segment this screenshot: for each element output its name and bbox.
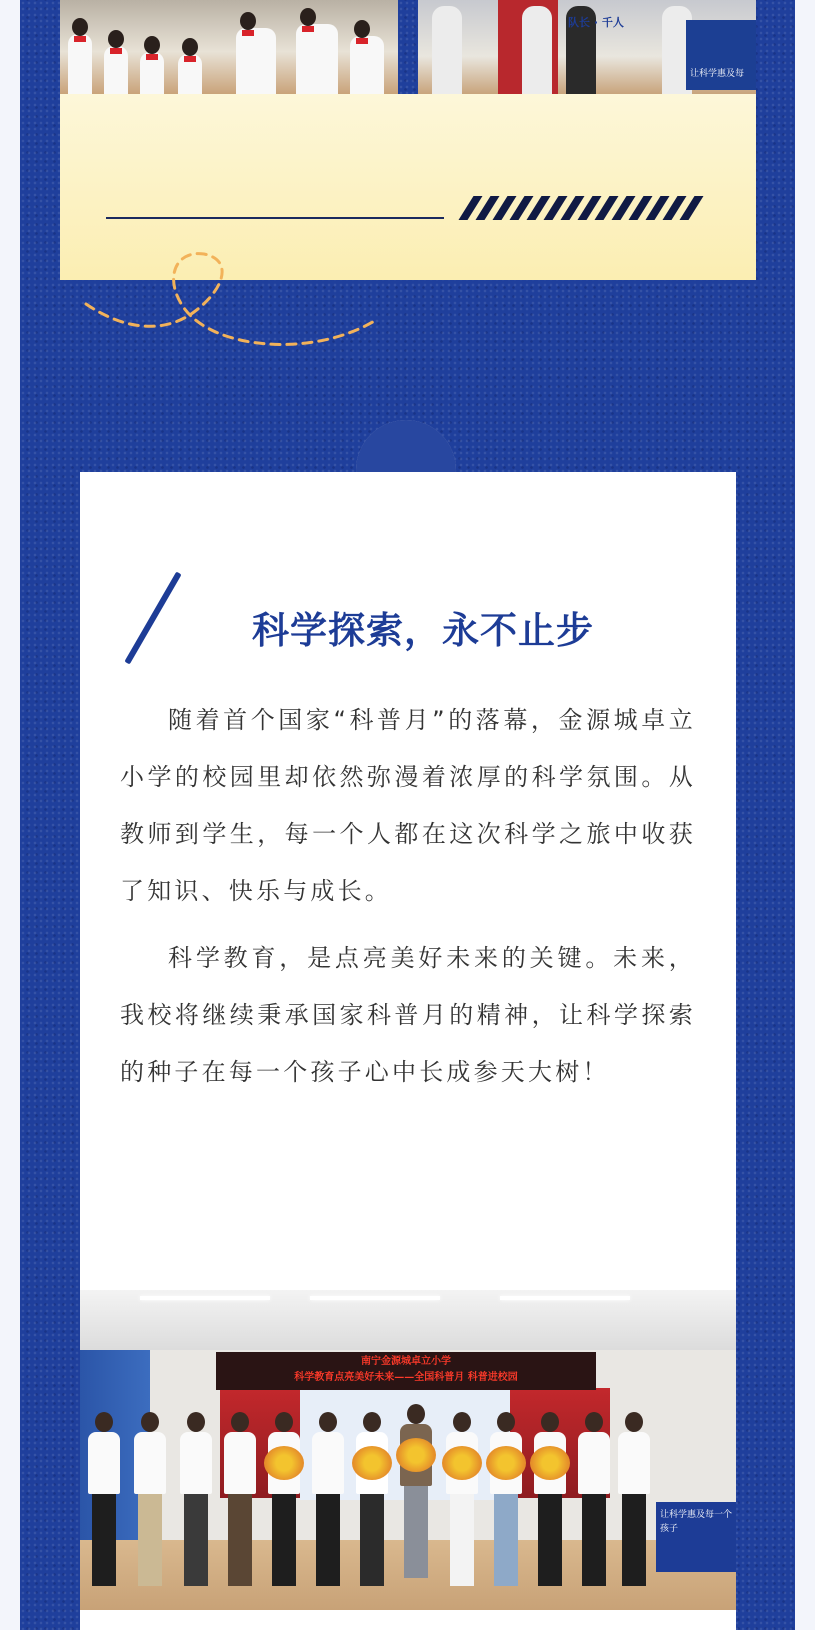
paragraph-1: 随着首个国家“科普月”的落幕，金源城卓立小学的校园里却依然弥漫着浓厚的科学氛围。从教师到学生，每一个人都在这次科学之旅中收获了知识、快乐与成长。 xyxy=(120,706,696,905)
banner-line-2: 科学教育点亮美好未来——全国科普月 科普进校园 xyxy=(294,1372,518,1383)
desk-text: 让科学惠及每一个孩子 xyxy=(660,1510,733,1534)
paragraph-2: 科学教育，是点亮美好未来的关键。未来，我校将继续秉承国家科普月的精神，让科学探索的种子在每一个孩子心中长成参天大树！ xyxy=(120,944,696,1086)
stage-banner xyxy=(216,1352,596,1390)
blue-banner xyxy=(686,20,756,90)
photo-award-ceremony xyxy=(418,0,756,94)
article-body xyxy=(120,692,696,1111)
divider-line xyxy=(106,217,444,219)
group-photo xyxy=(80,1290,736,1610)
left-margin xyxy=(0,0,22,1630)
section-heading: 科学探索，永不止步 xyxy=(252,609,594,652)
stripe-pattern-icon xyxy=(462,196,702,220)
board-text: 队长 · 千人 xyxy=(568,16,624,29)
banner-text: 让科学惠及每 xyxy=(690,69,745,79)
article-card xyxy=(80,472,736,1630)
dashed-curve-icon xyxy=(84,250,384,370)
banner-line-1: 南宁金源城卓立小学 xyxy=(361,1356,451,1367)
blue-desk xyxy=(656,1502,736,1572)
photo-students-performing xyxy=(60,0,398,94)
right-margin xyxy=(793,0,815,1630)
